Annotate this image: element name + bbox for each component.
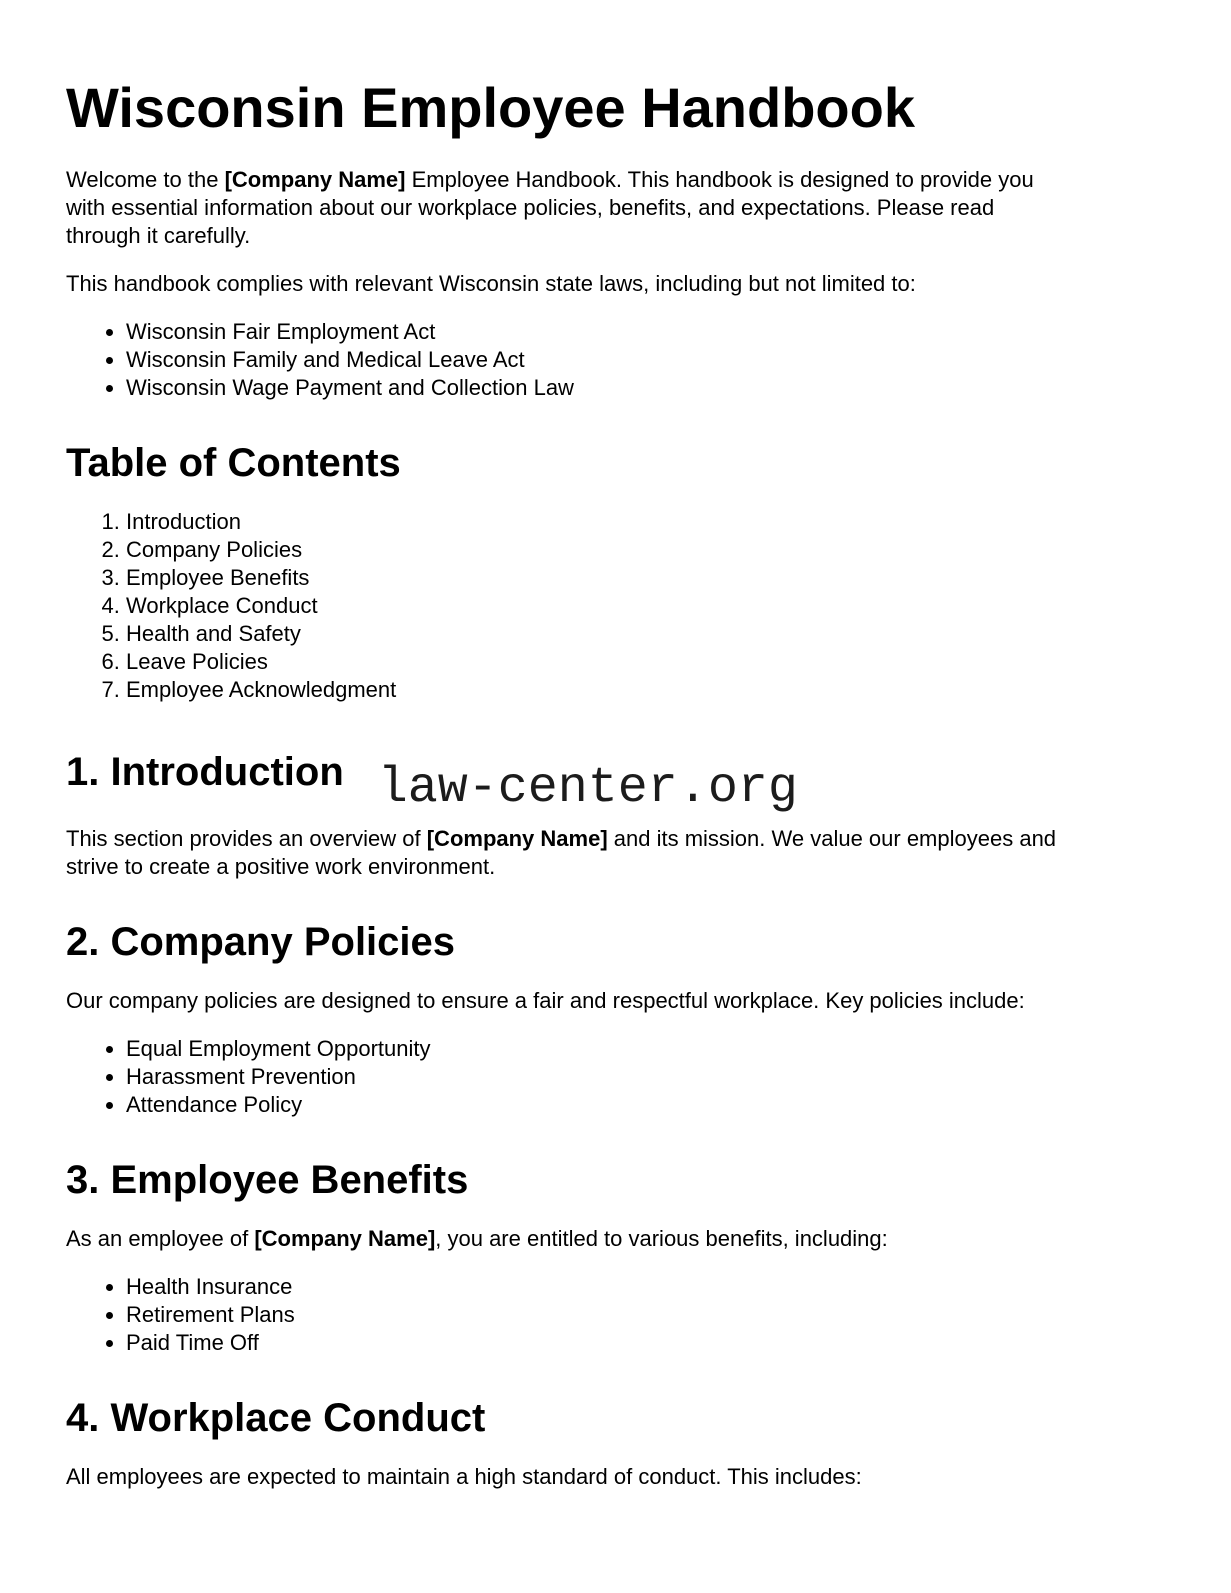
toc-item: 5. Health and Safety bbox=[126, 620, 1068, 648]
list-item: • Wisconsin Family and Medical Leave Act bbox=[126, 346, 1068, 374]
toc-item: 6. Leave Policies bbox=[126, 648, 1068, 676]
list-item: • Attendance Policy bbox=[126, 1091, 1068, 1119]
toc-list bbox=[66, 508, 1068, 704]
document-content bbox=[66, 76, 1068, 1491]
section-workplace-conduct-heading: 4. Workplace Conduct bbox=[66, 1396, 486, 1440]
toc-item: 1. Introduction bbox=[126, 508, 1068, 536]
list-item: • Paid Time Off bbox=[126, 1329, 1068, 1357]
intro-text-post: and its mission. We value our employees and strive to create a positive work environment. bbox=[66, 826, 1057, 879]
list-item: • Equal Employment Opportunity bbox=[126, 1035, 1068, 1063]
benefits-text-pre: As an employee of bbox=[66, 1226, 255, 1251]
toc-heading: Table of Contents bbox=[66, 441, 401, 485]
toc-item: 4. Workplace Conduct bbox=[126, 592, 1068, 620]
section-introduction-heading: 1. Introduction bbox=[66, 750, 344, 794]
company-name-placeholder: [Company Name] bbox=[426, 826, 608, 851]
section-introduction-paragraph bbox=[66, 825, 1068, 881]
welcome-text-post: Employee Handbook. This handbook is designed to provide you with essential information about our workplace policies, benefits, and expectations. Please read through it carefully. bbox=[66, 167, 1034, 248]
section-employee-benefits-heading: 3. Employee Benefits bbox=[66, 1158, 469, 1202]
list-item: • Wisconsin Fair Employment Act bbox=[126, 318, 1068, 346]
watermark: law-center.org bbox=[377, 760, 798, 817]
welcome-paragraph bbox=[66, 166, 1068, 250]
section-company-policies-heading: 2. Company Policies bbox=[66, 920, 456, 964]
company-name-placeholder: [Company Name] bbox=[254, 1226, 436, 1251]
list-item: • Retirement Plans bbox=[126, 1301, 1068, 1329]
benefits-text-post: , you are entitled to various benefits, including: bbox=[435, 1226, 888, 1251]
welcome-text-pre: Welcome to the bbox=[66, 167, 225, 192]
toc-item: 2. Company Policies bbox=[126, 536, 1068, 564]
employee-benefits-list bbox=[66, 1273, 1068, 1357]
list-item: • Health Insurance bbox=[126, 1273, 1068, 1301]
laws-list bbox=[66, 318, 1068, 402]
toc-item: 7. Employee Acknowledgment bbox=[126, 676, 1068, 704]
document-title: Wisconsin Employee Handbook bbox=[66, 76, 915, 139]
section-introduction-heading-row bbox=[66, 744, 1068, 817]
section-company-policies-paragraph: Our company policies are designed to ensure a fair and respectful workplace. Key policies include: bbox=[66, 988, 1025, 1013]
list-item: • Wisconsin Wage Payment and Collection Law bbox=[126, 374, 1068, 402]
company-name-placeholder: [Company Name] bbox=[224, 167, 406, 192]
section-workplace-conduct-paragraph: All employees are expected to maintain a high standard of conduct. This includes: bbox=[66, 1464, 862, 1489]
intro-text-pre: This section provides an overview of bbox=[66, 826, 427, 851]
list-item: • Harassment Prevention bbox=[126, 1063, 1068, 1091]
section-employee-benefits-paragraph bbox=[66, 1225, 1068, 1253]
toc-item: 3. Employee Benefits bbox=[126, 564, 1068, 592]
compliance-paragraph: This handbook complies with relevant Wisconsin state laws, including but not limited to: bbox=[66, 271, 916, 296]
company-policies-list bbox=[66, 1035, 1068, 1119]
